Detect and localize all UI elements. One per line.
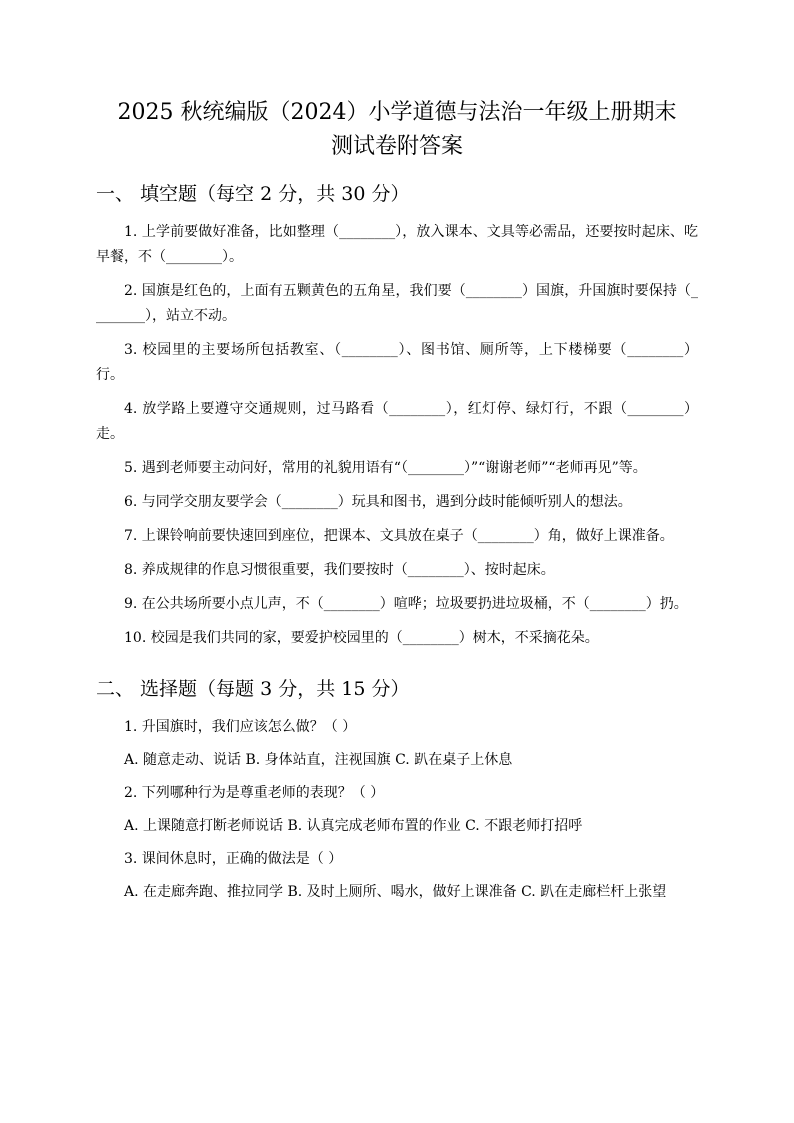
fill-blank-item-4: 4. 放学路上要遵守交通规则，过马路看（________），红灯停、绿灯行，不跟（________）走。: [96, 401, 698, 442]
choice-options-2: A. 上课随意打断老师说话 B. 认真完成老师布置的作业 C. 不跟老师打招呼: [124, 818, 583, 834]
choice-options-3: A. 在走廊奔跑、推拉同学 B. 及时上厕所、喝水，做好上课准备 C. 趴在走廊栏杆上张望: [124, 884, 667, 900]
fill-blank-item-7: 7. 上课铃响前要快速回到座位，把课本、文具放在桌子（________）角，做好上课准备。: [124, 528, 674, 544]
choice-list: [96, 715, 698, 905]
section-fill-blank-heading: 一、 填空题（每空 2 分，共 30 分）: [96, 183, 410, 205]
document-title: [96, 96, 698, 164]
fill-blank-item-6: 6. 与同学交朋友要学会（________）玩具和图书，遇到分歧时能倾听别人的想法。: [124, 494, 632, 510]
exam-page: [96, 96, 698, 913]
fill-blank-item-2: 2. 国旗是红色的，上面有五颗黄色的五角星，我们要（________）国旗，升国旗时要保持（________），站立不动。: [96, 283, 698, 324]
fill-blank-item-1: 1. 上学前要做好准备，比如整理（________），放入课本、文具等必需品，还要按时起床、吃早餐，不（________）。: [96, 224, 698, 265]
choice-question-1: 1. 升国旗时，我们应该怎么做？（ ）: [124, 719, 357, 735]
choice-question-2: 2. 下列哪种行为是尊重老师的表现？（ ）: [124, 785, 385, 801]
choice-question-3: 3. 课间休息时，正确的做法是（ ）: [124, 851, 343, 867]
title-line-1: 2025 秋统编版（2024）小学道德与法治一年级上册期末: [117, 100, 677, 125]
fill-blank-list: [96, 220, 698, 651]
fill-blank-item-10: 10. 校园是我们共同的家，要爱护校园里的（________）树木，不采摘花朵。: [124, 630, 599, 646]
fill-blank-item-3: 3. 校园里的主要场所包括教室、（________）、图书馆、厕所等，上下楼梯要（________）行。: [96, 342, 698, 383]
fill-blank-item-9: 9. 在公共场所要小点儿声，不（________）喧哗；垃圾要扔进垃圾桶，不（________）扔。: [124, 596, 688, 612]
section-choice-heading: 二、 选择题（每题 3 分，共 15 分）: [96, 678, 410, 700]
fill-blank-item-8: 8. 养成规律的作息习惯很重要，我们要按时（________）、按时起床。: [124, 562, 555, 578]
title-line-2: 测试卷附答案: [330, 134, 463, 159]
choice-options-1: A. 随意走动、说话 B. 身体站直，注视国旗 C. 趴在桌子上休息: [124, 752, 513, 768]
fill-blank-item-5: 5. 遇到老师要主动问好，常用的礼貌用语有“（________）”“谢谢老师”“老师再见”等。: [124, 460, 647, 476]
